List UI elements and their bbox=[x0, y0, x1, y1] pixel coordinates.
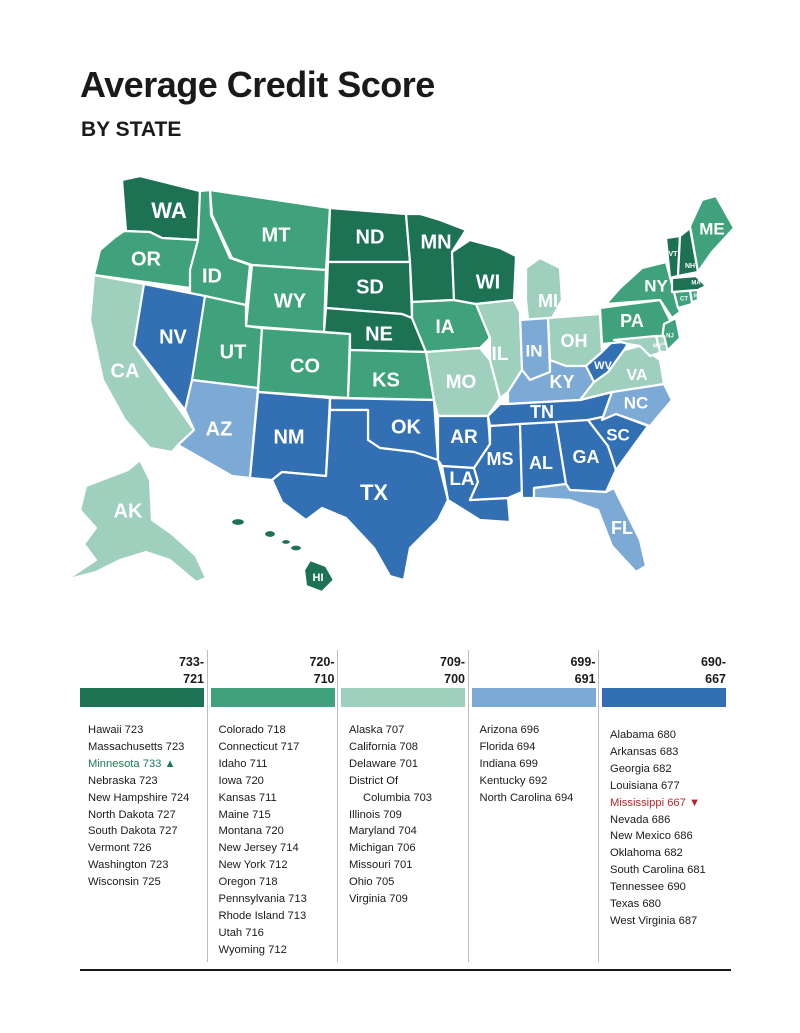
state-label-VT: VT bbox=[668, 250, 678, 258]
legend-column-tier-1 bbox=[80, 650, 204, 964]
legend-state-item: New Mexico 686 bbox=[610, 830, 693, 843]
state-label-CA: CA bbox=[110, 360, 140, 383]
legend-swatch bbox=[341, 688, 465, 707]
state-label-NH: NH bbox=[684, 262, 696, 270]
state-label-AK: AK bbox=[113, 500, 143, 523]
legend-range: 690- 667 bbox=[700, 655, 726, 686]
legend-state-item: District Of bbox=[349, 774, 399, 787]
score-legend bbox=[80, 650, 730, 972]
legend-state-item: Georgia 682 bbox=[610, 762, 672, 775]
state-label-NJ: NJ bbox=[666, 333, 674, 340]
legend-state-item: Colorado 718 bbox=[218, 724, 286, 736]
state-label-TX: TX bbox=[359, 479, 389, 505]
legend-state-item: South Carolina 681 bbox=[610, 864, 706, 877]
state-label-IN: IN bbox=[525, 341, 543, 361]
legend-swatch bbox=[211, 688, 335, 707]
legend-state-item: New Hampshire 724 bbox=[88, 791, 190, 804]
legend-state-item: Wisconsin 725 bbox=[88, 876, 161, 889]
legend-state-item: Illinois 709 bbox=[349, 808, 402, 821]
state-label-CO: CO bbox=[290, 355, 320, 378]
legend-state-item: Minnesota 733 ▲ bbox=[88, 757, 176, 770]
state-HI-island bbox=[281, 539, 291, 545]
legend-state-item: Kentucky 692 bbox=[479, 774, 548, 787]
legend-state-item: Maine 715 bbox=[218, 808, 271, 821]
state-HI-island bbox=[231, 518, 245, 526]
state-label-WI: WI bbox=[475, 271, 501, 294]
legend-state-item: Florida 694 bbox=[479, 740, 536, 753]
state-label-MS: MS bbox=[486, 448, 514, 469]
legend-column-tier-2 bbox=[211, 650, 335, 964]
state-HI-island bbox=[264, 530, 276, 538]
legend-state-item: Texas 680 bbox=[610, 898, 661, 911]
legend-range: 699- 691 bbox=[570, 655, 596, 686]
state-label-CT: CT bbox=[680, 296, 688, 303]
legend-divider bbox=[337, 650, 338, 962]
legend-divider bbox=[207, 650, 208, 962]
legend-state-item: Oklahoma 682 bbox=[610, 847, 683, 860]
state-label-MN: MN bbox=[420, 231, 452, 254]
legend-state-item: South Dakota 727 bbox=[88, 825, 178, 838]
legend-state-item: West Virginia 687 bbox=[610, 914, 698, 927]
state-label-NM: NM bbox=[273, 426, 305, 449]
page-title: Average Credit Score bbox=[80, 64, 435, 105]
state-label-DE: DE bbox=[661, 341, 667, 347]
state-label-ND: ND bbox=[355, 226, 385, 249]
legend-state-item: Columbia 703 bbox=[363, 791, 433, 804]
legend-column-tier-4 bbox=[472, 650, 596, 964]
legend-state-list bbox=[610, 727, 706, 930]
legend-state-item: Connecticut 717 bbox=[218, 740, 300, 753]
legend-state-item: Wyoming 712 bbox=[218, 943, 287, 956]
legend-state-item: Hawaii 723 bbox=[88, 724, 144, 736]
legend-state-item: Indiana 699 bbox=[479, 757, 538, 770]
state-label-UT: UT bbox=[219, 341, 247, 364]
legend-state-item: North Dakota 727 bbox=[88, 808, 176, 821]
legend-state-item: Montana 720 bbox=[218, 825, 284, 838]
legend-state-item: Alabama 680 bbox=[610, 729, 676, 741]
state-label-AR: AR bbox=[450, 427, 478, 449]
legend-state-item: Maryland 704 bbox=[349, 825, 417, 838]
state-label-RI: RI bbox=[693, 293, 699, 300]
state-label-NY: NY bbox=[644, 276, 668, 296]
legend-state-item: Louisiana 677 bbox=[610, 779, 680, 792]
legend-state-item: California 708 bbox=[349, 740, 419, 753]
state-label-NC: NC bbox=[623, 393, 649, 413]
state-label-WY: WY bbox=[273, 290, 307, 313]
legend-swatch bbox=[472, 688, 596, 707]
state-label-IL: IL bbox=[491, 344, 509, 366]
legend-state-item: Alaska 707 bbox=[349, 724, 405, 736]
legend-state-item: Nebraska 723 bbox=[88, 774, 158, 787]
legend-state-item: Ohio 705 bbox=[349, 876, 395, 889]
legend-state-item: Idaho 711 bbox=[218, 757, 268, 770]
state-label-LA: LA bbox=[449, 469, 475, 491]
state-label-NV: NV bbox=[159, 326, 187, 349]
legend-state-item: Washington 723 bbox=[88, 859, 169, 872]
legend-state-item: Missouri 701 bbox=[349, 859, 413, 872]
legend-state-item: Arkansas 683 bbox=[610, 745, 679, 758]
page-subtitle: BY STATE bbox=[81, 118, 182, 141]
legend-state-item: New Jersey 714 bbox=[218, 842, 299, 855]
state-label-MO: MO bbox=[445, 372, 477, 394]
state-label-ID: ID bbox=[202, 265, 222, 288]
state-label-NE: NE bbox=[365, 323, 393, 346]
state-label-SD: SD bbox=[356, 276, 384, 299]
legend-column-tier-3 bbox=[341, 650, 465, 964]
state-label-OK: OK bbox=[391, 416, 421, 439]
legend-state-list bbox=[480, 722, 574, 807]
legend-state-list bbox=[219, 722, 307, 959]
legend-state-item: Michigan 706 bbox=[349, 842, 416, 855]
state-HI-island bbox=[290, 545, 302, 552]
state-label-AL: AL bbox=[529, 452, 553, 473]
state-label-IA: IA bbox=[435, 317, 455, 339]
legend-state-item: Iowa 720 bbox=[218, 774, 264, 787]
legend-column-tier-5 bbox=[602, 650, 726, 964]
legend-swatch bbox=[602, 688, 726, 707]
legend-state-item: Mississippi 667 ▼ bbox=[610, 796, 701, 809]
legend-state-list bbox=[349, 722, 432, 908]
legend-swatch bbox=[80, 688, 204, 707]
legend-state-item: Utah 716 bbox=[218, 926, 264, 939]
legend-state-item: Kansas 711 bbox=[218, 791, 277, 804]
state-label-PA: PA bbox=[620, 310, 644, 331]
state-MA bbox=[672, 276, 706, 292]
state-label-KS: KS bbox=[372, 369, 400, 392]
legend-state-item: Rhode Island 713 bbox=[218, 909, 307, 922]
legend-state-item: Nevada 686 bbox=[610, 813, 671, 826]
state-label-SC: SC bbox=[606, 425, 630, 445]
legend-state-item: Massachusetts 723 bbox=[88, 740, 185, 753]
state-label-TN: TN bbox=[530, 401, 554, 422]
legend-state-item: Oregon 718 bbox=[218, 876, 278, 889]
state-label-OR: OR bbox=[131, 248, 161, 271]
legend-state-item: Tennessee 690 bbox=[610, 881, 686, 894]
legend-state-item: Delaware 701 bbox=[349, 757, 419, 770]
legend-state-item: North Carolina 694 bbox=[479, 791, 574, 804]
state-label-ME: ME bbox=[699, 219, 725, 239]
state-label-MI: MI bbox=[538, 290, 558, 311]
bottom-rule bbox=[80, 969, 731, 971]
legend-range: 709- 700 bbox=[439, 655, 465, 686]
state-label-FL: FL bbox=[611, 517, 633, 538]
state-label-GA: GA bbox=[572, 446, 600, 467]
legend-range: 720- 710 bbox=[309, 655, 335, 686]
legend-state-item: Virginia 709 bbox=[349, 893, 408, 906]
state-label-VA: VA bbox=[626, 367, 648, 385]
state-label-MD: MD bbox=[653, 343, 661, 350]
state-label-WA: WA bbox=[151, 197, 187, 223]
legend-divider bbox=[598, 650, 599, 962]
legend-state-item: Vermont 726 bbox=[88, 842, 152, 855]
state-label-HI: HI bbox=[312, 571, 324, 584]
state-label-MT: MT bbox=[261, 224, 291, 247]
state-label-MA: MA bbox=[691, 280, 701, 287]
state-label-WV: WV bbox=[594, 359, 612, 372]
legend-state-list bbox=[88, 722, 189, 891]
state-label-KY: KY bbox=[549, 371, 575, 392]
legend-state-item: Pennsylvania 713 bbox=[218, 893, 307, 906]
legend-state-item: Arizona 696 bbox=[479, 724, 540, 736]
state-label-OH: OH bbox=[560, 330, 588, 351]
legend-state-item: New York 712 bbox=[218, 859, 288, 872]
legend-range: 733- 721 bbox=[178, 655, 204, 686]
state-label-AZ: AZ bbox=[205, 418, 233, 441]
legend-divider bbox=[468, 650, 469, 962]
